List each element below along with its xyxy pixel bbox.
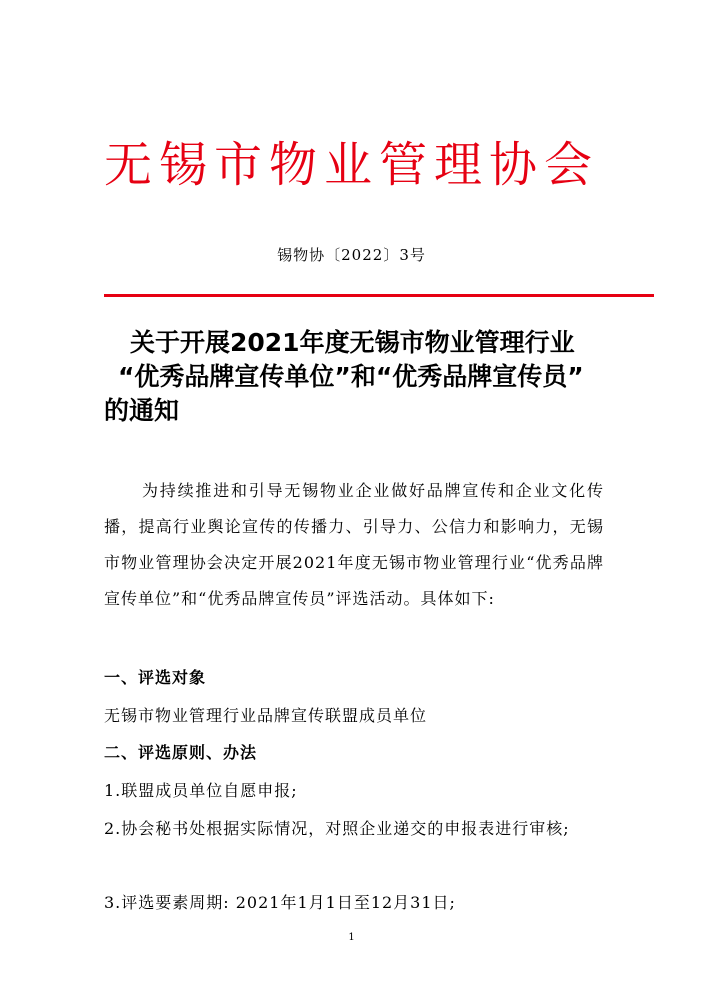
section-1-heading: 一、评选对象 bbox=[104, 668, 207, 687]
red-divider-line bbox=[104, 294, 654, 297]
organization-name: 无锡市物业管理协会 bbox=[104, 137, 600, 193]
notice-title-line-3: 的通知 bbox=[104, 396, 180, 425]
document-number: 锡物协〔2022〕3号 bbox=[277, 246, 426, 264]
section-2-item-3: 3.评选要素周期: 2021年1月1日至12月31日; bbox=[104, 893, 456, 912]
notice-title-line-1: 关于开展2021年度无锡市物业管理行业 bbox=[130, 328, 575, 357]
section-2-item-1: 1.联盟成员单位自愿申报; bbox=[104, 781, 298, 800]
section-1-text: 无锡市物业管理行业品牌宣传联盟成员单位 bbox=[104, 706, 428, 725]
intro-paragraph: 为持续推进和引导无锡物业企业做好品牌宣传和企业文化传播，提高行业舆论宣传的传播力、引导力、公信力和影响力，无锡市物业管理协会决定开展2021年度无锡市物业管理行业“优秀品牌宣传单位”和“优秀品牌宣传员”评选活动。具体如下: bbox=[104, 481, 604, 608]
notice-title-line-2: “优秀品牌宣传单位”和“优秀品牌宣传员” bbox=[118, 362, 584, 391]
notice-title bbox=[104, 326, 614, 428]
section-2-item-2: 2.协会秘书处根据实际情况，对照企业递交的申报表进行审核; bbox=[104, 819, 570, 838]
page-number: 1 bbox=[348, 932, 355, 943]
section-2-heading: 二、评选原则、办法 bbox=[104, 743, 258, 762]
